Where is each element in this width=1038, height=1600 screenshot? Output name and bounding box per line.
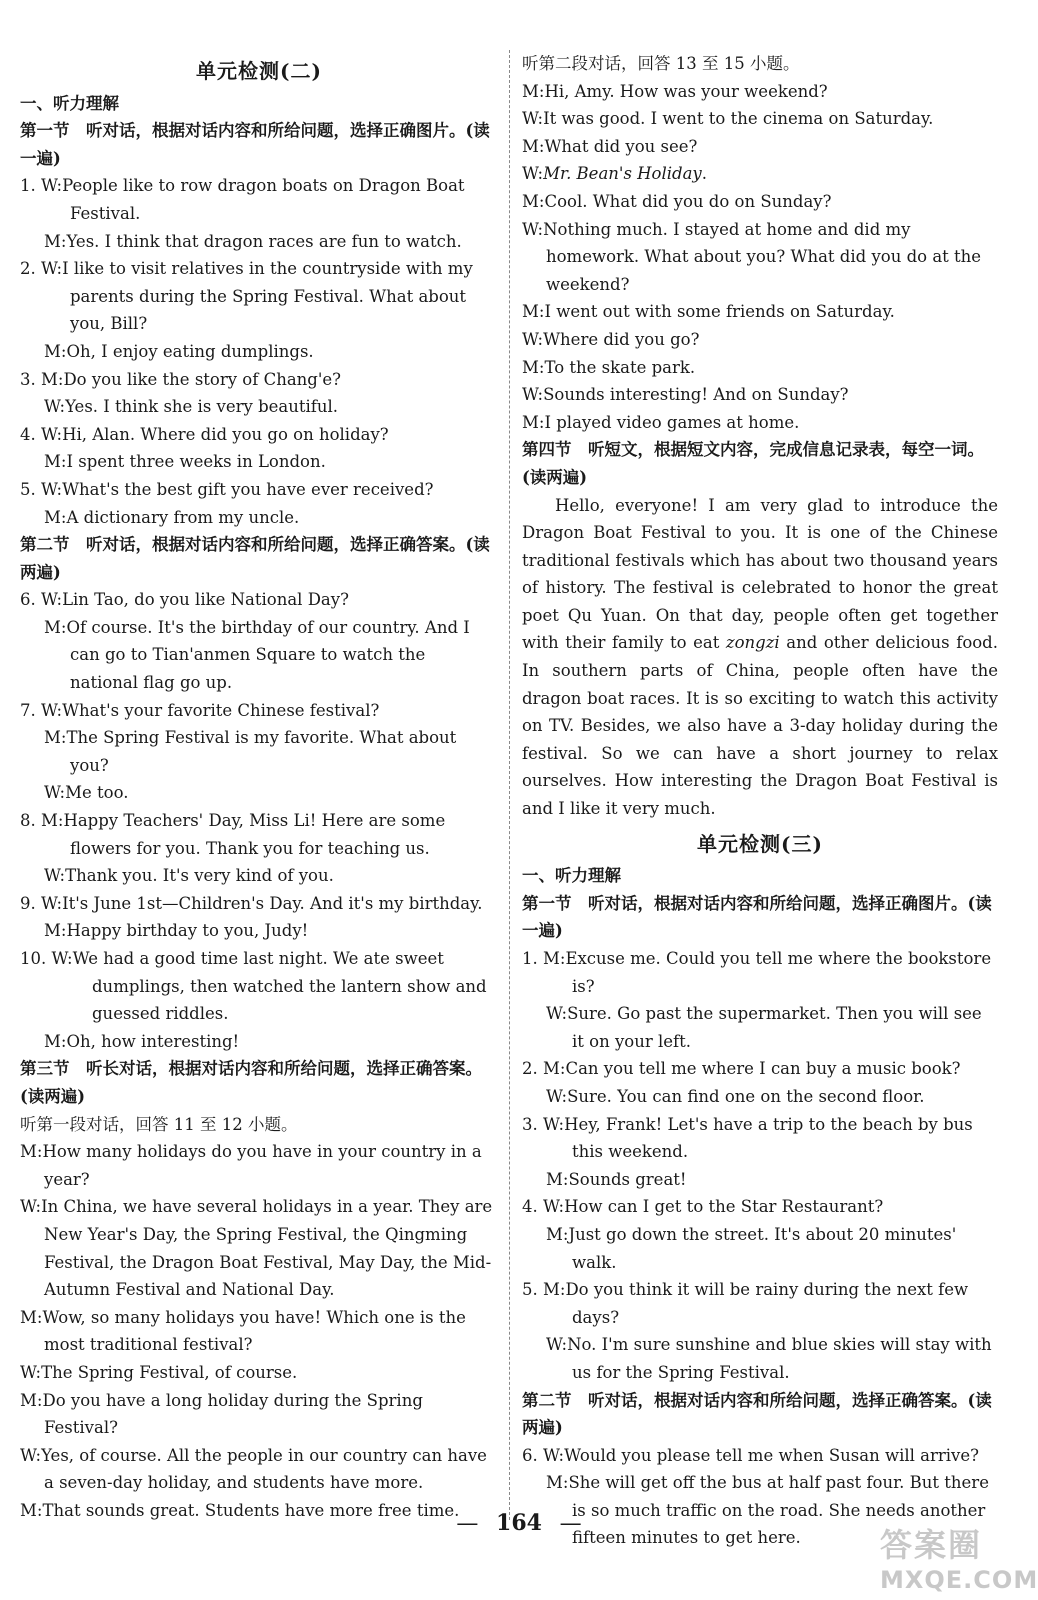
speaker-label: W: (546, 1335, 568, 1355)
speaker-label: W: (522, 164, 544, 184)
dialogue-line (20, 228, 498, 256)
speaker-label: W: (522, 385, 544, 405)
dialogue-line (522, 105, 998, 133)
speaker-label: M: (522, 136, 545, 156)
speaker-label: 6. W: (20, 590, 63, 610)
section-2-dialogues (20, 586, 498, 1055)
dialogue-line (522, 1193, 998, 1221)
watermark-logo (880, 1520, 1038, 1594)
dialogue-text: I went out with some friends on Saturday. (544, 302, 895, 322)
dialogue-text: That sounds great. Students have more free time. (42, 1500, 460, 1520)
speaker-label: 6. W: (522, 1445, 565, 1465)
dialogue-line (20, 1359, 498, 1387)
dialogue-text: Nothing much. I stayed at home and did my homework. What about you? What did you do at the weekend? (543, 219, 982, 294)
dialogue-text: Happy Teachers' Day, Miss Li! Here are some flowers for you. Thank you for teaching us. (63, 811, 446, 858)
dialogue-line (20, 448, 498, 476)
dialogue-text: She will get off the bus at half past four. But there is so much traffic on the road. She needs another fifteen minutes to get here. (568, 1473, 989, 1548)
dialogue-text: People like to row dragon boats on Dragon Boat Festival. (62, 176, 465, 223)
dialogue-text: Do you think it will be rainy during the next few days? (565, 1280, 969, 1327)
dialogue-text: Wow, so many holidays you have! Which one is the most traditional festival? (42, 1307, 466, 1355)
dialogue-line (522, 354, 998, 382)
dialogue-line (20, 504, 498, 532)
speaker-label: M: (522, 357, 545, 377)
section-2-heading: 第二节 听对话，根据对话内容和所给问题，选择正确答案。(读两遍) (20, 535, 490, 582)
speaker-label: 2. W: (20, 259, 63, 279)
section-3b-dialogue (522, 78, 998, 437)
dialogue-line (20, 917, 498, 945)
speaker-label: 4. W: (522, 1197, 565, 1217)
speaker-label: M: (522, 302, 545, 322)
dialogue-line (20, 807, 498, 862)
speaker-label: W: (522, 109, 544, 129)
dialogue-text: How can I get to the Star Restaurant? (564, 1197, 884, 1217)
dialogue-text: In China, we have several holidays in a year. They are New Year's Day, the Spring Festival, the Qingming Festival, the Dragon Boat Festival, May Day, the Mid-Autumn Festival and National Day. (41, 1197, 493, 1300)
speaker-label: W: (44, 866, 66, 886)
dialogue-text: The Spring Festival is my favorite. What about you? (66, 728, 457, 775)
dialogue-text: Lin Tao, do you like National Day? (62, 590, 349, 610)
speaker-label: 2. M: (522, 1059, 566, 1079)
part-heading: 一、听力理解 (20, 93, 119, 113)
dialogue-text: Sounds interesting! And on Sunday? (543, 385, 849, 405)
speaker-label: 10. W: (20, 949, 73, 968)
dialogue-line (20, 338, 498, 366)
section-1-dialogues (20, 172, 498, 531)
speaker-label: M: (20, 1500, 43, 1520)
watermark-line-1: 答案圈 (880, 1526, 983, 1564)
dialogue-text: Can you tell me where I can buy a music book? (565, 1059, 961, 1079)
dialogue-line (522, 409, 998, 437)
speaker-label: M: (546, 1169, 569, 1189)
dialogue-text: Do you like the story of Chang'e? (63, 369, 342, 389)
page-number: 164 (496, 1510, 542, 1536)
dialogue-line (20, 421, 498, 449)
dialogue-line (522, 1083, 998, 1111)
dialogue-text: I like to visit relatives in the countryside with my parents during the Spring Festival. What about you, Bill? (62, 259, 473, 334)
dialogue-line (20, 1387, 498, 1442)
footer-dash-right: — (559, 1511, 582, 1536)
dialogue-text: Hi, Alan. Where did you go on holiday? (62, 424, 389, 444)
speaker-label: W: (522, 219, 544, 239)
dialogue-text: Oh, how interesting! (66, 1031, 240, 1051)
speaker-label: 7. W: (20, 700, 63, 720)
speaker-label: W: (20, 1197, 42, 1217)
dialogue-line (522, 1331, 998, 1386)
dialogue-text: No. I'm sure sunshine and blue skies will stay with us for the Spring Festival. (567, 1335, 992, 1382)
speaker-label: W: (522, 329, 544, 349)
dialogue-line (522, 1276, 998, 1331)
dialogue-line (522, 1000, 998, 1055)
speaker-label: M: (44, 921, 67, 941)
speaker-label: 5. W: (20, 479, 63, 499)
dialogue-line (20, 1304, 498, 1359)
speaker-label: 8. M: (20, 811, 64, 831)
dialogue-text: Where did you go? (543, 329, 700, 349)
dialogue-line (20, 779, 498, 807)
speaker-label: M: (20, 1142, 43, 1162)
watermark-line-2: MXQE.COM (880, 1566, 1038, 1594)
speaker-label: M: (44, 507, 67, 527)
dialogue-text: What did you see? (544, 136, 698, 156)
dialogue-text: What's your favorite Chinese festival? (62, 700, 380, 720)
dialogue-text: Just go down the street. It's about 20 minutes' walk. (568, 1224, 957, 1272)
dialogue-line (522, 1111, 998, 1166)
dialogue-text: Yes. I think that dragon races are fun to watch. (66, 231, 462, 251)
right-column (522, 50, 998, 1552)
dialogue-line (20, 724, 498, 779)
section-2b-heading: 第二节 听对话，根据对话内容和所给问题，选择正确答案。(读两遍) (522, 1390, 992, 1438)
speaker-label: W: (546, 1086, 568, 1106)
dialogue-line (522, 1221, 998, 1276)
dialogue-text: The Spring Festival, of course. (41, 1362, 298, 1382)
speaker-label: M: (546, 1473, 569, 1493)
dialogue-text: Hey, Frank! Let's have a trip to the beach by bus this weekend. (564, 1114, 973, 1162)
speaker-label: M: (20, 1307, 43, 1327)
dialogue-line (20, 697, 498, 725)
dialogue-line (20, 393, 498, 421)
dialogue-text: It was good. I went to the cinema on Saturday. (543, 109, 934, 129)
dialogue-text: Mr. Bean's Holiday. (543, 164, 708, 184)
dialogue-text: Me too. (65, 783, 129, 803)
dialogue-line (20, 890, 498, 918)
dialogue-line (522, 1166, 998, 1194)
dialogue-text: Of course. It's the birthday of our country. And I can go to Tian'anmen Square to watch the national flag go up. (66, 617, 470, 693)
section-3b-subheading: 听第二段对话，回答 13 至 15 小题。 (522, 54, 800, 73)
speaker-label: M: (546, 1224, 569, 1244)
dialogue-line (522, 133, 998, 161)
speaker-label: W: (20, 1445, 42, 1465)
speaker-label: W: (20, 1362, 42, 1382)
dialogue-text: Hi, Amy. How was your weekend? (544, 81, 828, 101)
dialogue-text: Sure. Go past the supermarket. Then you will see it on your left. (567, 1004, 982, 1051)
speaker-label: M: (522, 81, 545, 101)
speaker-label: M: (522, 191, 545, 211)
speaker-label: 3. W: (522, 1114, 565, 1134)
dialogue-text: Thank you. It's very kind of you. (65, 866, 334, 886)
section-1b-dialogues (522, 945, 998, 1387)
dialogue-text: Happy birthday to you, Judy! (66, 921, 309, 941)
dialogue-line (20, 945, 498, 1028)
speaker-label: 9. W: (20, 893, 63, 913)
dialogue-text: What's the best gift you have ever received? (62, 479, 434, 499)
section-3-dialogue (20, 1138, 498, 1524)
dialogue-line (522, 1442, 998, 1470)
speaker-label: W: (546, 1004, 568, 1024)
dialogue-line (20, 255, 498, 338)
section-4-heading: 第四节 听短文，根据短文内容，完成信息记录表，每空一词。(读两遍) (522, 440, 984, 487)
speaker-label: W: (44, 397, 66, 417)
speaker-label: M: (44, 452, 67, 472)
section-4-passage: Hello, everyone! I am very glad to introduce the Dragon Boat Festival to you. It is one of the Chinese traditional festivals which has about two thousand years of history. The festival is celebrated to honor the great poet Qu Yuan. On that day, people often get together with their family to eat zongzi and other delicious food. In southern parts of China, people often have the dragon boat races. It is so exciting to watch this activity on TV. Besides, we also have a 3-day holiday during the festival. So we can have a short journey to relax ourselves. How interesting the Dragon Boat Festival is and I like it very much. (522, 495, 998, 819)
left-column (20, 50, 498, 1524)
speaker-label: M: (44, 617, 67, 637)
dialogue-text: How many holidays do you have in your country in a year? (42, 1142, 482, 1189)
dialogue-line (20, 1442, 498, 1497)
footer-dash-left: — (456, 1511, 479, 1536)
dialogue-text: I spent three weeks in London. (66, 452, 326, 472)
dialogue-line (522, 160, 998, 188)
dialogue-line (522, 1055, 998, 1083)
speaker-label: 4. W: (20, 424, 63, 444)
dialogue-line (20, 366, 498, 394)
dialogue-text: We had a good time last night. We ate sweet dumplings, then watched the lantern show and guessed riddles. (72, 949, 487, 1024)
dialogue-line (522, 381, 998, 409)
dialogue-text: Yes, of course. All the people in our country can have a seven-day holiday, and students have more. (41, 1445, 487, 1493)
dialogue-text: Cool. What did you do on Sunday? (544, 191, 832, 211)
dialogue-line (20, 586, 498, 614)
speaker-label: M: (44, 728, 67, 748)
speaker-label: 3. M: (20, 369, 64, 389)
dialogue-line (522, 945, 998, 1000)
section-1b-heading: 第一节 听对话，根据对话内容和所给问题，选择正确图片。(读一遍) (522, 893, 992, 941)
dialogue-text: Would you please tell me when Susan will arrive? (564, 1445, 979, 1465)
dialogue-line (20, 1193, 498, 1303)
unit-test-3-title: 单元检测(三) (697, 831, 823, 856)
speaker-label: 1. M: (522, 949, 566, 968)
dialogue-line (522, 216, 998, 299)
dialogue-line (522, 326, 998, 354)
dialogue-line (20, 1138, 498, 1193)
dialogue-line (20, 476, 498, 504)
dialogue-text: A dictionary from my uncle. (66, 507, 300, 527)
dialogue-line (20, 614, 498, 697)
speaker-label: 5. M: (522, 1280, 566, 1300)
speaker-label: M: (44, 341, 67, 361)
part-heading-2: 一、听力理解 (522, 866, 621, 886)
section-1-heading: 第一节 听对话，根据对话内容和所给问题，选择正确图片。(读一遍) (20, 121, 490, 168)
dialogue-line (522, 298, 998, 326)
speaker-label: M: (44, 231, 67, 251)
dialogue-line (522, 188, 998, 216)
dialogue-text: Excuse me. Could you tell me where the bookstore is? (565, 949, 992, 996)
speaker-label: M: (20, 1390, 43, 1410)
unit-test-2-title: 单元检测(二) (196, 59, 322, 83)
dialogue-text: Do you have a long holiday during the Spring Festival? (42, 1390, 423, 1438)
dialogue-line (20, 862, 498, 890)
dialogue-line (20, 1028, 498, 1056)
dialogue-text: To the skate park. (544, 357, 696, 377)
dialogue-line (522, 78, 998, 106)
speaker-label: M: (44, 1031, 67, 1051)
dialogue-text: Sounds great! (568, 1169, 687, 1189)
speaker-label: 1. W: (20, 176, 63, 196)
section-3-heading: 第三节 听长对话，根据对话内容和所给问题，选择正确答案。(读两遍) (20, 1059, 482, 1106)
dialogue-text: I played video games at home. (544, 412, 800, 432)
column-divider (509, 50, 510, 1520)
dialogue-text: Oh, I enjoy eating dumplings. (66, 341, 314, 361)
dialogue-text: Yes. I think she is very beautiful. (65, 397, 339, 417)
dialogue-line (20, 172, 498, 227)
speaker-label: W: (44, 783, 66, 803)
dialogue-text: Sure. You can find one on the second floor. (567, 1086, 925, 1106)
section-3-subheading: 听第一段对话，回答 11 至 12 小题。 (20, 1114, 298, 1134)
dialogue-text: It's June 1st—Children's Day. And it's my birthday. (62, 893, 483, 913)
speaker-label: M: (522, 412, 545, 432)
